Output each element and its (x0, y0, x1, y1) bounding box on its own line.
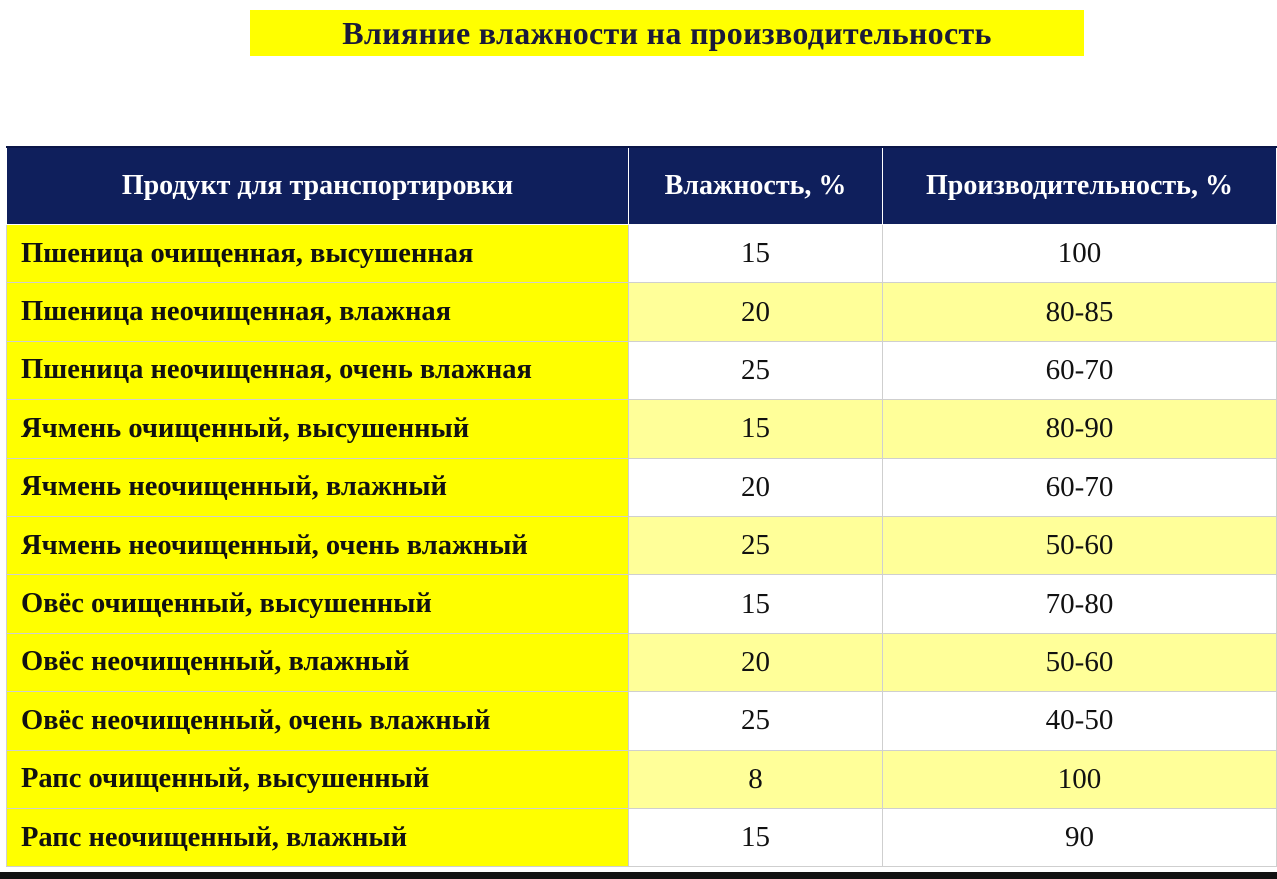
table-row (7, 225, 1277, 283)
table-row (7, 808, 1277, 866)
product-cell: Овёс неочищенный, влажный (7, 633, 629, 691)
productivity-cell: 50-60 (883, 633, 1277, 691)
humidity-cell: 20 (629, 633, 883, 691)
table-row (7, 341, 1277, 399)
productivity-cell: 60-70 (883, 458, 1277, 516)
product-cell: Ячмень очищенный, высушенный (7, 400, 629, 458)
table-row (7, 516, 1277, 574)
humidity-cell: 8 (629, 750, 883, 808)
productivity-cell: 80-90 (883, 400, 1277, 458)
product-cell: Ячмень неочищенный, очень влажный (7, 516, 629, 574)
table-row (7, 575, 1277, 633)
bottom-border-bar (0, 872, 1277, 879)
column-header-humidity: Влажность, % (629, 147, 883, 225)
productivity-cell: 40-50 (883, 692, 1277, 750)
humidity-cell: 15 (629, 400, 883, 458)
page-title: Влияние влажности на производительность (250, 10, 1084, 56)
humidity-table (6, 146, 1277, 867)
table-body (7, 225, 1277, 867)
product-cell: Пшеница неочищенная, влажная (7, 283, 629, 341)
productivity-cell: 50-60 (883, 516, 1277, 574)
humidity-cell: 25 (629, 692, 883, 750)
product-cell: Пшеница неочищенная, очень влажная (7, 341, 629, 399)
table-row (7, 633, 1277, 691)
productivity-cell: 90 (883, 808, 1277, 866)
product-cell: Пшеница очищенная, высушенная (7, 225, 629, 283)
product-cell: Рапс неочищенный, влажный (7, 808, 629, 866)
humidity-cell: 15 (629, 808, 883, 866)
humidity-cell: 20 (629, 458, 883, 516)
table-header-row (7, 147, 1277, 225)
humidity-cell: 25 (629, 516, 883, 574)
humidity-cell: 15 (629, 225, 883, 283)
humidity-cell: 25 (629, 341, 883, 399)
product-cell: Овёс неочищенный, очень влажный (7, 692, 629, 750)
product-cell: Ячмень неочищенный, влажный (7, 458, 629, 516)
table-row (7, 692, 1277, 750)
productivity-cell: 60-70 (883, 341, 1277, 399)
humidity-cell: 15 (629, 575, 883, 633)
humidity-cell: 20 (629, 283, 883, 341)
productivity-cell: 70-80 (883, 575, 1277, 633)
productivity-cell: 100 (883, 750, 1277, 808)
product-cell: Овёс очищенный, высушенный (7, 575, 629, 633)
column-header-productivity: Производительность, % (883, 147, 1277, 225)
column-header-product: Продукт для транспортировки (7, 147, 629, 225)
table-row (7, 283, 1277, 341)
productivity-cell: 80-85 (883, 283, 1277, 341)
table-row (7, 750, 1277, 808)
productivity-cell: 100 (883, 225, 1277, 283)
table-row (7, 400, 1277, 458)
table-row (7, 458, 1277, 516)
product-cell: Рапс очищенный, высушенный (7, 750, 629, 808)
